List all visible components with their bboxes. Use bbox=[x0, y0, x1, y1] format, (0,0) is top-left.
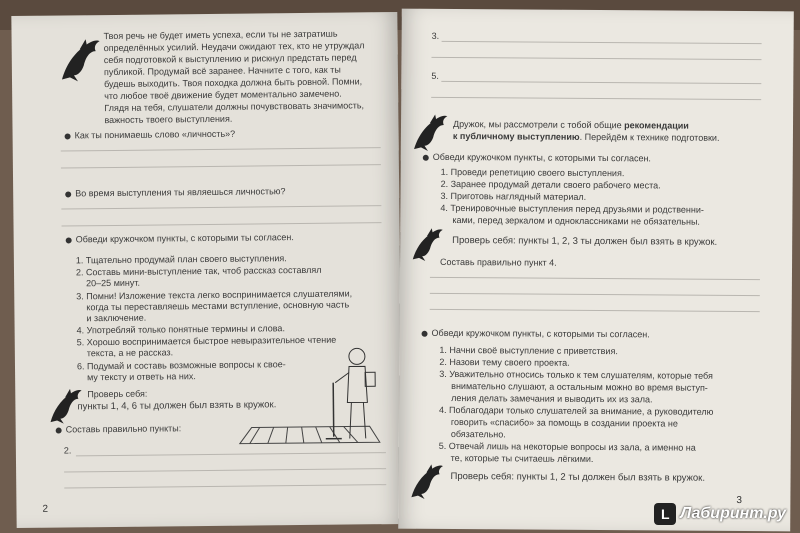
statement-item: обязательно. bbox=[450, 428, 506, 440]
intro-line: определённых усилий. Неудачи ожидают тех, кто не утруждал bbox=[103, 40, 365, 54]
intro-bold: рекомендации bbox=[624, 120, 689, 131]
answer-line[interactable] bbox=[431, 97, 761, 100]
task-bullet bbox=[66, 237, 72, 243]
statement-item[interactable]: 1. Проведи репетицию своего выступления. bbox=[440, 166, 625, 179]
dolphin-icon bbox=[56, 35, 103, 83]
answer-line[interactable] bbox=[430, 277, 760, 280]
dolphin-icon bbox=[409, 111, 449, 153]
statement-item[interactable]: 4. Тренировочные выступления перед друзьями и родственни- bbox=[440, 202, 704, 215]
statement-item[interactable]: 1. Начни своё выступление с приветствия. bbox=[439, 344, 618, 357]
intro-text: . Перейдём к технике подготовки. bbox=[579, 131, 720, 143]
answer-line[interactable] bbox=[431, 57, 761, 60]
check-answer: Проверь себя: пункты 1, 2 ты должен был взять в кружок. bbox=[450, 470, 706, 484]
answer-line[interactable] bbox=[430, 309, 760, 312]
intro-line: важность твоего выступления. bbox=[104, 113, 233, 126]
intro-line: Твоя речь не будет иметь успеха, если ты не затратишь bbox=[103, 28, 338, 42]
statement-item[interactable]: 2. Составь мини-выступление так, чтоб рассказ составлял bbox=[75, 264, 322, 278]
answer-line[interactable] bbox=[64, 468, 386, 472]
page-number: 3 bbox=[736, 494, 742, 507]
intro-bold: к публичному выступлению bbox=[452, 130, 580, 142]
task-bullet bbox=[65, 133, 71, 139]
answer-line[interactable] bbox=[61, 147, 381, 151]
intro-line: Глядя на тебя, слушатели должны почувствовать значимость, bbox=[104, 100, 365, 114]
answer-line[interactable] bbox=[430, 293, 760, 296]
right-page bbox=[398, 9, 794, 532]
answer-line[interactable] bbox=[61, 205, 381, 209]
statement-item[interactable]: 4. Поблагодари только слушателей за внимание, а руководителю bbox=[438, 404, 714, 417]
statement-item[interactable]: 2. Назови тему своего проекта. bbox=[439, 356, 570, 368]
check-title: Проверь себя: bbox=[87, 388, 148, 400]
statement-item[interactable]: 3. Приготовь наглядный материал. bbox=[440, 190, 587, 202]
statement-item: ками, перед зеркалом и одноклассниками не обязательны. bbox=[452, 214, 700, 227]
answer-number: 3. bbox=[431, 30, 440, 41]
task-bullet bbox=[422, 331, 428, 337]
check-answer: пункты 1, 4, 6 ты должен был взять в кружок. bbox=[77, 399, 277, 413]
fix-number: 2. bbox=[63, 445, 72, 456]
statement-item: говорить «спасибо» за помощь в создании проекта не bbox=[450, 416, 678, 429]
speaker-illustration bbox=[229, 342, 390, 454]
fix-instruction: Составь правильно пункты: bbox=[65, 423, 182, 435]
statement-item[interactable]: 5. Отвечай лишь на некоторые вопросы из зала, а именно на bbox=[438, 440, 696, 453]
answer-line[interactable] bbox=[442, 41, 762, 44]
statement-item: 20–25 минут. bbox=[86, 277, 141, 289]
statement-item: текста, а не рассказ. bbox=[86, 347, 174, 359]
dolphin-icon bbox=[406, 461, 444, 501]
question-personality: Как ты понимаешь слово «личность»? bbox=[74, 128, 236, 141]
answer-line[interactable] bbox=[62, 222, 382, 226]
answer-line[interactable] bbox=[61, 164, 381, 168]
statement-item: те, которые ты считаешь лёгкими. bbox=[450, 452, 594, 464]
statement-item: когда ты переставляешь местами вступление, основную часть bbox=[86, 299, 350, 313]
statement-item[interactable]: 5. Хорошо воспринимается быстрое невыразительное чтение bbox=[76, 334, 337, 348]
statement-item: внимательно слушают, а остальным можно во время выступ- bbox=[451, 380, 708, 393]
statement-item: му тексту и ответь на них. bbox=[87, 371, 196, 383]
task-bullet bbox=[56, 428, 62, 434]
intro-line: себя подготовкой к выступлению и рискнул предстать перед bbox=[103, 52, 357, 66]
statement-item[interactable]: 3. Уважительно относись только к тем слушателям, которые тебя bbox=[439, 368, 713, 381]
page-number: 2 bbox=[42, 503, 49, 515]
fix-instruction: Составь правильно пункт 4. bbox=[440, 256, 557, 268]
watermark-logo: L bbox=[654, 503, 676, 525]
intro-line: будешь выходить. Твоя походка должна быть ровной. Помни, bbox=[103, 76, 363, 90]
intro-text: Дружок, мы рассмотрели с тобой общие bbox=[452, 118, 622, 131]
intro-line: публикой. Продумай всё заранее. Начните с того, как ты bbox=[103, 64, 341, 78]
left-page bbox=[11, 12, 402, 528]
watermark bbox=[654, 503, 786, 525]
task-bullet bbox=[65, 191, 71, 197]
statement-item[interactable]: 6. Подумай и составь возможные вопросы к свое- bbox=[76, 359, 286, 372]
answer-number: 5. bbox=[431, 70, 439, 81]
statement-item[interactable]: 4. Употребляй только понятные термины и слова. bbox=[76, 323, 285, 336]
check-answer: Проверь себя: пункты 1, 2, 3 ты должен был взять в кружок. bbox=[452, 234, 718, 248]
statement-item[interactable]: 3. Помни! Изложение текста легко воспринимается слушателями, bbox=[76, 288, 353, 302]
question-speech: Во время выступления ты являешься личностью? bbox=[75, 186, 286, 199]
answer-line[interactable] bbox=[441, 81, 761, 84]
dolphin-icon bbox=[408, 225, 444, 263]
watermark-text: Лабиринт.ру bbox=[680, 505, 786, 522]
task-instruction: Обведи кружочком пункты, с которыми ты согласен. bbox=[75, 232, 294, 245]
statement-item: ления делать замечания и выводить их из зала. bbox=[451, 392, 653, 405]
task-instruction: Обведи кружочком пункты, с которыми ты согласен. bbox=[431, 327, 650, 340]
intro-line: что любое твоё движение будет моментально замечено. bbox=[104, 88, 342, 102]
statement-item[interactable]: 2. Заранее продумай детали своего рабочего места. bbox=[440, 178, 661, 191]
statement-item: и заключение. bbox=[86, 312, 147, 324]
answer-line[interactable] bbox=[76, 452, 386, 456]
task-bullet bbox=[423, 155, 429, 161]
task-instruction: Обведи кружочком пункты, с которыми ты согласен. bbox=[432, 151, 651, 164]
answer-line[interactable] bbox=[64, 484, 386, 488]
statement-item[interactable]: 1. Тщательно продумай план своего выступления. bbox=[75, 253, 287, 266]
